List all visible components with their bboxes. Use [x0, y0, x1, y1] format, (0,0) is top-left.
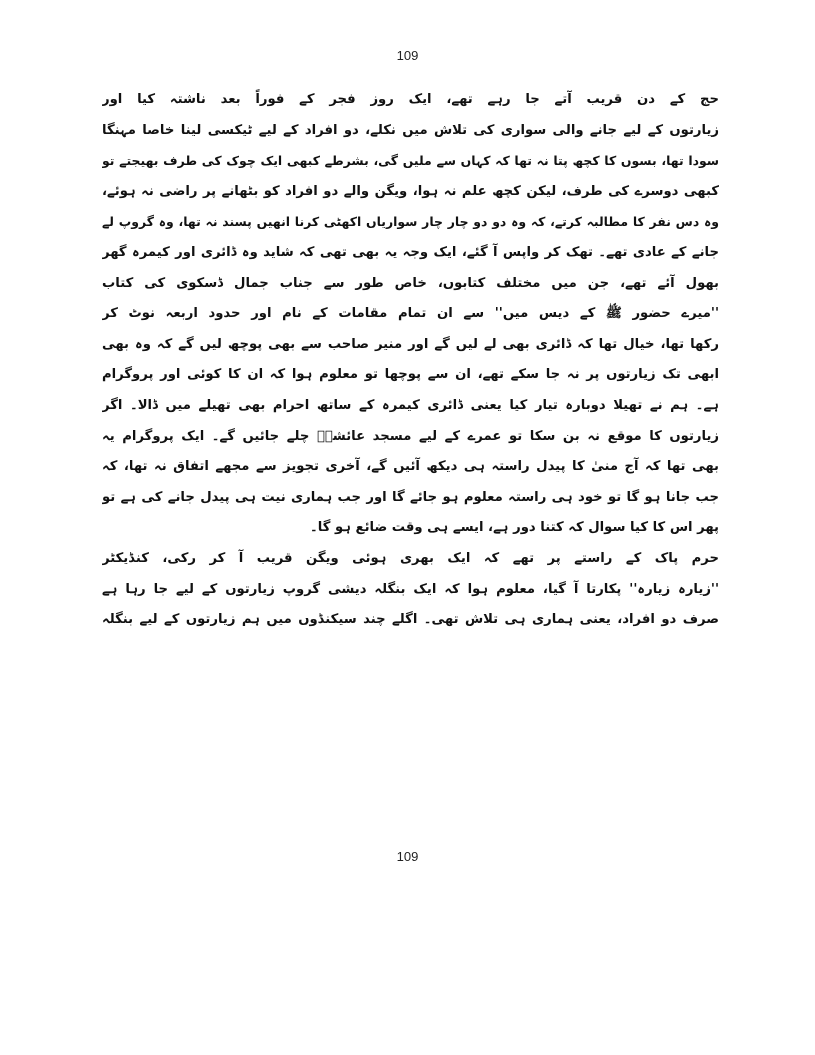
text-line: کبھی دوسرے کی طرف، لیکن کچھ علم نہ ہوا، ویگن والے دو افراد کو بٹھانے پر راضی نہ ہوئے، — [102, 183, 719, 199]
text-line: صرف دو افراد، یعنی ہماری ہی تلاش تھی۔ اگلے چند سیکنڈوں میں ہم زیارتوں کے لیے بنگلہ — [102, 612, 719, 628]
page-number-bottom: 109 — [396, 849, 419, 864]
text-line: سودا تھا، بسوں کا کچھ پتا نہ تھا کہ کہاں سے ملیں گی، بشرطے کبھی ایک چوک کی طرف بھیجتے تو — [102, 153, 719, 169]
text-line: پھر اس کا کیا سوال کہ کتنا دور ہے، ایسے ہی وقت ضائع ہو گا۔ — [310, 520, 719, 536]
text-line: ابھی تک زیارتوں پر نہ جا سکے تھے، ان سے پوچھا تو معلوم ہوا کہ ان کا کوئی اور پروگرام — [102, 367, 719, 383]
text-line: جانے کے عادی تھے۔ تھک کر واپس آ گئے، ایک وجہ یہ بھی تھی کہ شاید وہ ڈائری اور کیمرہ گھر — [102, 244, 719, 260]
text-line: وہ دس نفر کا مطالبہ کرتے، کہ وہ دو دو چار چار سواریاں اکھٹی کرنا انھیں پسند نہ تھا، وہ گروپ لے — [102, 214, 719, 230]
text-line: جب جانا ہو گا تو خود ہی راستہ معلوم ہو جائے گا اور جب ہماری نیت ہی پیدل جانے کی ہے تو — [102, 489, 719, 505]
body-text — [102, 85, 719, 636]
text-line: بھول آئے تھے، جن میں مختلف کتابوں، خاص طور سے جناب جمال ڈسکوی کی کتاب — [102, 275, 719, 291]
text-line: حج کے دن قریب آتے جا رہے تھے، ایک روز فجر کے فوراً بعد ناشتہ کیا اور — [102, 92, 719, 107]
page-number-top: 109 — [396, 48, 419, 63]
text-line: حرم پاک کے راستے پر تھے کہ ایک بھری ہوئی ویگن قریب آ کر رکی، کنڈیکٹر — [102, 550, 719, 566]
text-line: بھی تھا کہ آج منیٰ کا پیدل راستہ ہی دیکھ آئیں گے، آخری تجویز سے مجھے اتفاق نہ تھا، کہ — [102, 459, 719, 475]
text-line: ''زیارہ زیارہ'' پکارتا آ گیا، معلوم ہوا کہ ایک بنگلہ دیشی گروپ زیارتوں کے لیے جا رہا ہے — [102, 581, 719, 597]
text-line: رکھا تھا، خیال تھا کہ ڈائری بھی لے لیں گے اور منیر صاحب سے بھی پوچھ لیں گے کہ وہ بھی — [102, 336, 719, 352]
text-line: زیارتوں کا موقع نہ بن سکا تو عمرے کے لیے مسجد عائشہؓ چلے جائیں گے۔ ایک پروگرام یہ — [102, 428, 719, 444]
text-line: زیارتوں کے لیے جانے والی سواری کی تلاش میں نکلے، دو افراد کے لیے ٹیکسی لینا خاصا مہنگا — [102, 122, 719, 138]
text-line: ''میرے حضور ﷺ کے دیس میں'' سے ان تمام مقامات کے نام اور حدود اربعہ نوٹ کر — [102, 306, 719, 322]
text-line: ہے۔ ہم نے تھیلا دوبارہ تیار کیا یعنی ڈائری کیمرہ کے ساتھ احرام بھی تھیلے میں ڈالا۔ اگر — [102, 397, 719, 413]
